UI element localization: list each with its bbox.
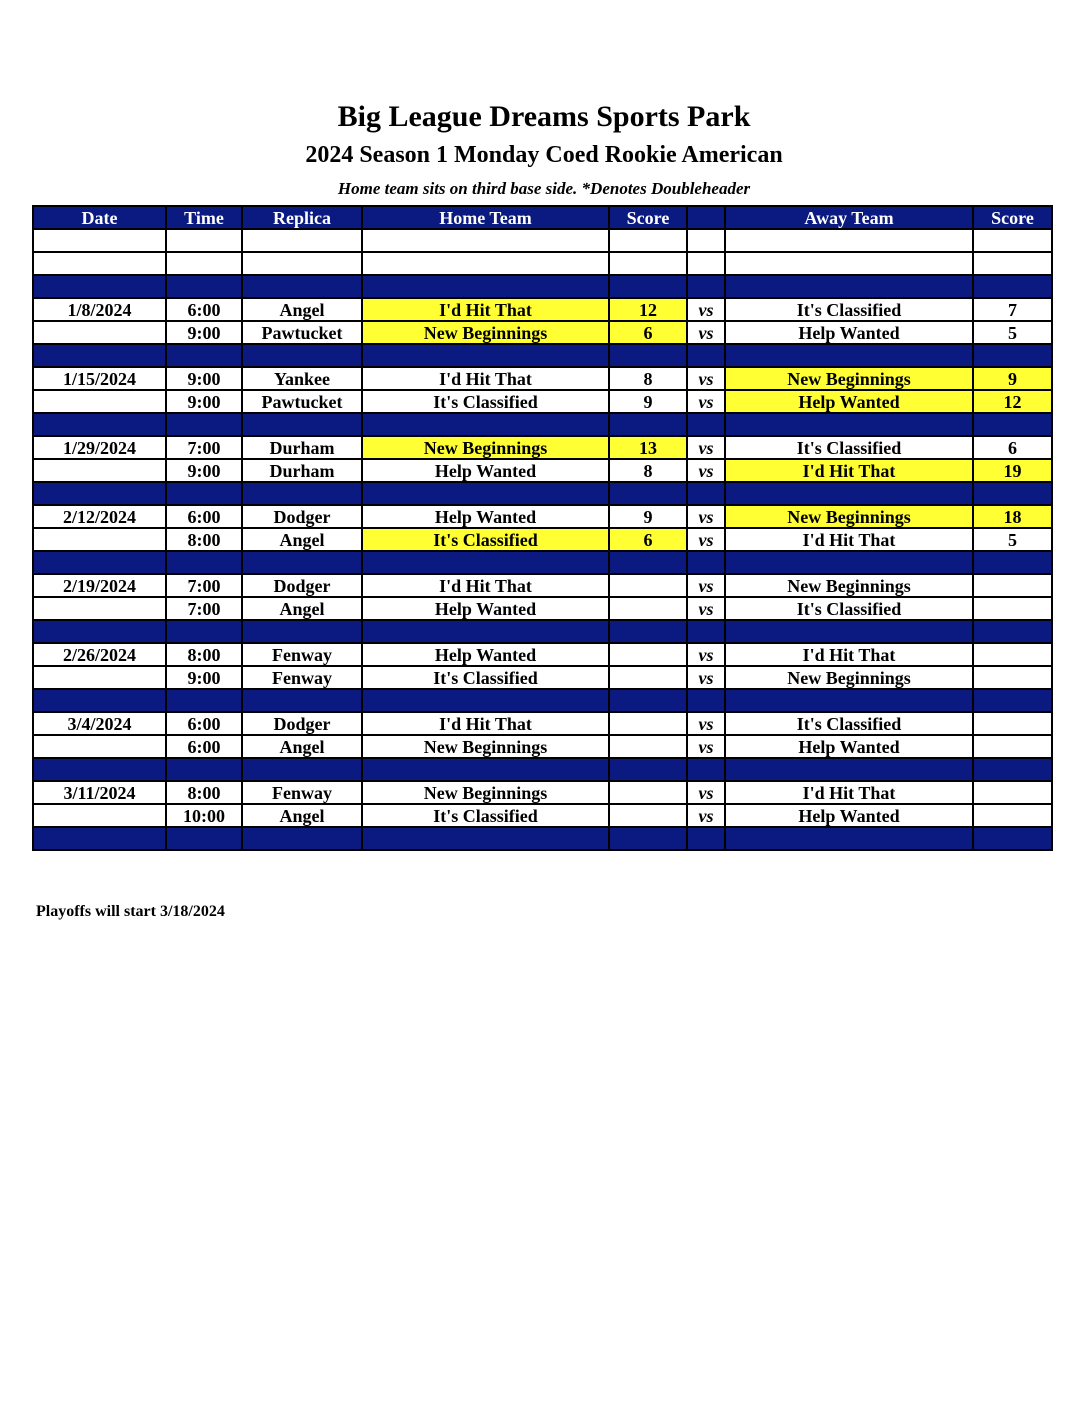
separator-cell bbox=[242, 620, 362, 643]
separator-cell bbox=[33, 413, 166, 436]
blank-cell bbox=[33, 229, 166, 252]
blank-cell bbox=[166, 252, 242, 275]
home-score: 8 bbox=[609, 367, 687, 390]
separator-cell bbox=[687, 758, 725, 781]
separator-row bbox=[33, 413, 1052, 436]
away-score: 9 bbox=[973, 367, 1052, 390]
game-time: 6:00 bbox=[166, 298, 242, 321]
away-team: New Beginnings bbox=[725, 505, 973, 528]
game-replica: Durham bbox=[242, 459, 362, 482]
game-replica: Angel bbox=[242, 804, 362, 827]
separator-cell bbox=[973, 482, 1052, 505]
home-team: New Beginnings bbox=[362, 781, 609, 804]
home-team: New Beginnings bbox=[362, 735, 609, 758]
away-team: New Beginnings bbox=[725, 574, 973, 597]
separator-cell bbox=[687, 344, 725, 367]
game-row bbox=[33, 597, 1052, 620]
game-time: 6:00 bbox=[166, 712, 242, 735]
game-time: 9:00 bbox=[166, 367, 242, 390]
home-team: It's Classified bbox=[362, 804, 609, 827]
game-date bbox=[33, 666, 166, 689]
separator-cell bbox=[687, 827, 725, 850]
game-replica: Dodger bbox=[242, 574, 362, 597]
away-score bbox=[973, 643, 1052, 666]
blank-cell bbox=[242, 252, 362, 275]
column-header-away-team: Away Team bbox=[725, 206, 973, 229]
column-header-replica: Replica bbox=[242, 206, 362, 229]
blank-cell bbox=[725, 229, 973, 252]
game-replica: Fenway bbox=[242, 666, 362, 689]
away-team: It's Classified bbox=[725, 436, 973, 459]
home-score: 8 bbox=[609, 459, 687, 482]
game-replica: Fenway bbox=[242, 643, 362, 666]
game-time: 8:00 bbox=[166, 643, 242, 666]
game-replica: Pawtucket bbox=[242, 390, 362, 413]
game-date: 1/15/2024 bbox=[33, 367, 166, 390]
separator-cell bbox=[973, 344, 1052, 367]
game-replica: Angel bbox=[242, 597, 362, 620]
vs-label: vs bbox=[687, 712, 725, 735]
home-score bbox=[609, 781, 687, 804]
separator-cell bbox=[166, 344, 242, 367]
away-team: It's Classified bbox=[725, 597, 973, 620]
away-score: 7 bbox=[973, 298, 1052, 321]
home-team: Help Wanted bbox=[362, 597, 609, 620]
game-replica: Angel bbox=[242, 528, 362, 551]
home-score: 12 bbox=[609, 298, 687, 321]
blank-cell bbox=[609, 229, 687, 252]
vs-label: vs bbox=[687, 804, 725, 827]
home-team: I'd Hit That bbox=[362, 712, 609, 735]
home-team: Help Wanted bbox=[362, 643, 609, 666]
blank-cell bbox=[725, 252, 973, 275]
separator-cell bbox=[33, 827, 166, 850]
separator-cell bbox=[973, 275, 1052, 298]
separator-cell bbox=[725, 275, 973, 298]
game-date: 1/29/2024 bbox=[33, 436, 166, 459]
away-team: Help Wanted bbox=[725, 804, 973, 827]
away-team: I'd Hit That bbox=[725, 528, 973, 551]
separator-cell bbox=[973, 689, 1052, 712]
separator-cell bbox=[973, 827, 1052, 850]
game-row bbox=[33, 459, 1052, 482]
blank-cell bbox=[973, 252, 1052, 275]
separator-cell bbox=[33, 344, 166, 367]
away-score: 5 bbox=[973, 528, 1052, 551]
game-time: 6:00 bbox=[166, 735, 242, 758]
away-score: 6 bbox=[973, 436, 1052, 459]
home-score: 6 bbox=[609, 528, 687, 551]
separator-cell bbox=[609, 275, 687, 298]
separator-cell bbox=[687, 689, 725, 712]
separator-cell bbox=[725, 551, 973, 574]
away-team: It's Classified bbox=[725, 298, 973, 321]
vs-label: vs bbox=[687, 390, 725, 413]
home-team: It's Classified bbox=[362, 666, 609, 689]
separator-cell bbox=[33, 620, 166, 643]
vs-label: vs bbox=[687, 666, 725, 689]
separator-cell bbox=[242, 275, 362, 298]
away-team: I'd Hit That bbox=[725, 643, 973, 666]
game-replica: Pawtucket bbox=[242, 321, 362, 344]
game-date: 2/26/2024 bbox=[33, 643, 166, 666]
separator-cell bbox=[362, 620, 609, 643]
vs-label: vs bbox=[687, 459, 725, 482]
separator-cell bbox=[166, 275, 242, 298]
game-time: 9:00 bbox=[166, 666, 242, 689]
separator-cell bbox=[609, 413, 687, 436]
game-replica: Fenway bbox=[242, 781, 362, 804]
away-score bbox=[973, 804, 1052, 827]
away-team: New Beginnings bbox=[725, 367, 973, 390]
separator-cell bbox=[362, 413, 609, 436]
column-header-home-score: Score bbox=[609, 206, 687, 229]
separator-cell bbox=[166, 758, 242, 781]
away-score: 12 bbox=[973, 390, 1052, 413]
game-row bbox=[33, 505, 1052, 528]
game-row bbox=[33, 528, 1052, 551]
column-header-date: Date bbox=[33, 206, 166, 229]
home-score bbox=[609, 643, 687, 666]
separator-cell bbox=[242, 344, 362, 367]
game-row bbox=[33, 781, 1052, 804]
game-time: 7:00 bbox=[166, 574, 242, 597]
separator-cell bbox=[687, 620, 725, 643]
away-score: 19 bbox=[973, 459, 1052, 482]
home-team: Help Wanted bbox=[362, 459, 609, 482]
separator-cell bbox=[609, 620, 687, 643]
away-team: Help Wanted bbox=[725, 321, 973, 344]
away-score bbox=[973, 712, 1052, 735]
vs-label: vs bbox=[687, 367, 725, 390]
blank-cell bbox=[687, 252, 725, 275]
separator-cell bbox=[166, 620, 242, 643]
column-header-away-score: Score bbox=[973, 206, 1052, 229]
column-header-time: Time bbox=[166, 206, 242, 229]
playoffs-note: Playoffs will start 3/18/2024 bbox=[36, 903, 225, 920]
separator-cell bbox=[687, 413, 725, 436]
away-team: It's Classified bbox=[725, 712, 973, 735]
column-header-home-team: Home Team bbox=[362, 206, 609, 229]
blank-cell bbox=[33, 252, 166, 275]
separator-cell bbox=[362, 827, 609, 850]
separator-cell bbox=[362, 551, 609, 574]
game-date bbox=[33, 321, 166, 344]
game-replica: Dodger bbox=[242, 505, 362, 528]
home-team: It's Classified bbox=[362, 528, 609, 551]
away-score: 18 bbox=[973, 505, 1052, 528]
game-row bbox=[33, 643, 1052, 666]
away-score bbox=[973, 666, 1052, 689]
separator-cell bbox=[242, 689, 362, 712]
separator-cell bbox=[973, 413, 1052, 436]
separator-cell bbox=[725, 413, 973, 436]
separator-cell bbox=[687, 482, 725, 505]
home-team: New Beginnings bbox=[362, 436, 609, 459]
home-team: I'd Hit That bbox=[362, 298, 609, 321]
separator-cell bbox=[362, 275, 609, 298]
separator-cell bbox=[33, 275, 166, 298]
home-score bbox=[609, 574, 687, 597]
game-replica: Durham bbox=[242, 436, 362, 459]
game-date: 2/19/2024 bbox=[33, 574, 166, 597]
away-team: Help Wanted bbox=[725, 390, 973, 413]
home-score: 9 bbox=[609, 505, 687, 528]
home-score: 6 bbox=[609, 321, 687, 344]
separator-row bbox=[33, 344, 1052, 367]
separator-cell bbox=[609, 689, 687, 712]
game-time: 6:00 bbox=[166, 505, 242, 528]
game-time: 9:00 bbox=[166, 390, 242, 413]
vs-label: vs bbox=[687, 643, 725, 666]
separator-cell bbox=[362, 689, 609, 712]
page-title: Big League Dreams Sports Park bbox=[337, 100, 751, 133]
separator-cell bbox=[33, 689, 166, 712]
separator-cell bbox=[166, 551, 242, 574]
home-team: I'd Hit That bbox=[362, 367, 609, 390]
away-score: 5 bbox=[973, 321, 1052, 344]
vs-label: vs bbox=[687, 436, 725, 459]
blank-cell bbox=[166, 229, 242, 252]
separator-cell bbox=[33, 758, 166, 781]
separator-cell bbox=[609, 827, 687, 850]
game-time: 9:00 bbox=[166, 459, 242, 482]
home-team: It's Classified bbox=[362, 390, 609, 413]
separator-cell bbox=[166, 689, 242, 712]
separator-cell bbox=[242, 758, 362, 781]
separator-row bbox=[33, 620, 1052, 643]
separator-cell bbox=[242, 827, 362, 850]
vs-label: vs bbox=[687, 735, 725, 758]
game-row bbox=[33, 574, 1052, 597]
separator-cell bbox=[242, 482, 362, 505]
away-team: Help Wanted bbox=[725, 735, 973, 758]
home-score bbox=[609, 712, 687, 735]
game-date: 3/11/2024 bbox=[33, 781, 166, 804]
home-score bbox=[609, 735, 687, 758]
blank-cell bbox=[362, 229, 609, 252]
game-date: 1/8/2024 bbox=[33, 298, 166, 321]
game-row bbox=[33, 735, 1052, 758]
separator-cell bbox=[609, 758, 687, 781]
column-header-vs bbox=[687, 206, 725, 229]
vs-label: vs bbox=[687, 574, 725, 597]
blank-cell bbox=[687, 229, 725, 252]
away-score bbox=[973, 781, 1052, 804]
game-date bbox=[33, 528, 166, 551]
away-team: I'd Hit That bbox=[725, 459, 973, 482]
separator-cell bbox=[362, 482, 609, 505]
game-row bbox=[33, 321, 1052, 344]
vs-label: vs bbox=[687, 505, 725, 528]
game-time: 8:00 bbox=[166, 781, 242, 804]
game-date bbox=[33, 459, 166, 482]
game-row bbox=[33, 666, 1052, 689]
home-score bbox=[609, 804, 687, 827]
game-date bbox=[33, 597, 166, 620]
separator-row bbox=[33, 482, 1052, 505]
separator-cell bbox=[725, 482, 973, 505]
away-score bbox=[973, 597, 1052, 620]
separator-row bbox=[33, 827, 1052, 850]
separator-cell bbox=[973, 620, 1052, 643]
separator-cell bbox=[166, 482, 242, 505]
game-date bbox=[33, 804, 166, 827]
game-row bbox=[33, 367, 1052, 390]
game-row bbox=[33, 712, 1052, 735]
separator-row bbox=[33, 758, 1052, 781]
away-score bbox=[973, 574, 1052, 597]
game-time: 9:00 bbox=[166, 321, 242, 344]
separator-cell bbox=[33, 482, 166, 505]
separator-cell bbox=[166, 827, 242, 850]
blank-row bbox=[33, 252, 1052, 275]
away-team: I'd Hit That bbox=[725, 781, 973, 804]
separator-row bbox=[33, 689, 1052, 712]
separator-cell bbox=[609, 344, 687, 367]
schedule-table bbox=[32, 205, 1053, 851]
blank-row bbox=[33, 229, 1052, 252]
game-row bbox=[33, 390, 1052, 413]
separator-cell bbox=[725, 620, 973, 643]
vs-label: vs bbox=[687, 781, 725, 804]
separator-row bbox=[33, 275, 1052, 298]
page-note: Home team sits on third base side. *Denotes Doubleheader bbox=[337, 179, 751, 198]
home-team: New Beginnings bbox=[362, 321, 609, 344]
separator-cell bbox=[362, 344, 609, 367]
game-replica: Angel bbox=[242, 735, 362, 758]
away-team: New Beginnings bbox=[725, 666, 973, 689]
vs-label: vs bbox=[687, 321, 725, 344]
game-row bbox=[33, 436, 1052, 459]
game-time: 10:00 bbox=[166, 804, 242, 827]
separator-cell bbox=[725, 689, 973, 712]
home-score: 13 bbox=[609, 436, 687, 459]
separator-cell bbox=[33, 551, 166, 574]
vs-label: vs bbox=[687, 298, 725, 321]
blank-cell bbox=[973, 229, 1052, 252]
separator-cell bbox=[725, 758, 973, 781]
page-subtitle: 2024 Season 1 Monday Coed Rookie American bbox=[305, 142, 783, 168]
separator-row bbox=[33, 551, 1052, 574]
game-date: 3/4/2024 bbox=[33, 712, 166, 735]
table-header-row bbox=[33, 206, 1052, 229]
game-replica: Yankee bbox=[242, 367, 362, 390]
game-replica: Angel bbox=[242, 298, 362, 321]
separator-cell bbox=[725, 344, 973, 367]
game-row bbox=[33, 298, 1052, 321]
blank-cell bbox=[609, 252, 687, 275]
game-time: 7:00 bbox=[166, 436, 242, 459]
separator-cell bbox=[242, 413, 362, 436]
game-row bbox=[33, 804, 1052, 827]
separator-cell bbox=[609, 482, 687, 505]
game-date bbox=[33, 390, 166, 413]
separator-cell bbox=[609, 551, 687, 574]
separator-cell bbox=[687, 551, 725, 574]
vs-label: vs bbox=[687, 597, 725, 620]
home-team: I'd Hit That bbox=[362, 574, 609, 597]
home-score: 9 bbox=[609, 390, 687, 413]
game-date: 2/12/2024 bbox=[33, 505, 166, 528]
vs-label: vs bbox=[687, 528, 725, 551]
game-replica: Dodger bbox=[242, 712, 362, 735]
away-score bbox=[973, 735, 1052, 758]
home-score bbox=[609, 597, 687, 620]
separator-cell bbox=[973, 551, 1052, 574]
blank-cell bbox=[362, 252, 609, 275]
separator-cell bbox=[687, 275, 725, 298]
separator-cell bbox=[973, 758, 1052, 781]
game-time: 7:00 bbox=[166, 597, 242, 620]
separator-cell bbox=[362, 758, 609, 781]
separator-cell bbox=[242, 551, 362, 574]
game-date bbox=[33, 735, 166, 758]
separator-cell bbox=[166, 413, 242, 436]
home-score bbox=[609, 666, 687, 689]
game-time: 8:00 bbox=[166, 528, 242, 551]
separator-cell bbox=[725, 827, 973, 850]
blank-cell bbox=[242, 229, 362, 252]
home-team: Help Wanted bbox=[362, 505, 609, 528]
